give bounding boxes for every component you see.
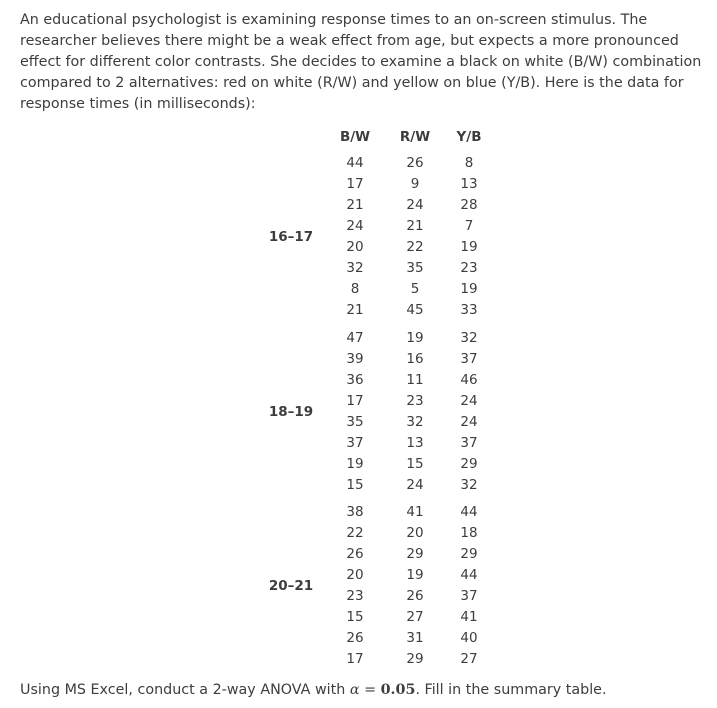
table-cell: 15 <box>346 477 364 493</box>
table-cell: 44 <box>346 155 364 171</box>
table-cell: 26 <box>406 588 424 604</box>
table-cell: 37 <box>460 351 478 367</box>
table-cell: 38 <box>346 504 364 520</box>
table-cell: 40 <box>460 630 478 646</box>
table-cell: 24 <box>406 477 424 493</box>
equals-sign: = <box>359 682 381 698</box>
table-cell: 20 <box>346 239 364 255</box>
table-cell: 19 <box>460 281 478 297</box>
table-cell: 22 <box>406 239 424 255</box>
table-cell: 32 <box>346 260 364 276</box>
table-cell: 37 <box>460 588 478 604</box>
table-cell: 32 <box>460 477 478 493</box>
table-cell: 46 <box>460 372 478 388</box>
table-cell: 27 <box>406 609 424 625</box>
table-cell: 15 <box>406 456 424 472</box>
table-cell: 28 <box>460 197 478 213</box>
table-cell: 45 <box>406 302 424 318</box>
table-cell: 26 <box>406 155 424 171</box>
table-cell: 26 <box>346 546 364 562</box>
table-cell: 23 <box>406 393 424 409</box>
instruction-prefix: Using MS Excel, conduct a 2-way ANOVA with <box>20 682 350 698</box>
alpha-value: 0.05 <box>380 682 416 698</box>
table-cell: 22 <box>346 525 364 541</box>
table-cell: 17 <box>346 393 364 409</box>
table-cell: 13 <box>460 176 478 192</box>
table-cell: 21 <box>346 302 364 318</box>
table-cell: 32 <box>460 330 478 346</box>
table-cell: 32 <box>406 414 424 430</box>
table-cell: 36 <box>346 372 364 388</box>
table-cell: 19 <box>460 239 478 255</box>
instruction-suffix: . Fill in the summary table. <box>415 682 607 698</box>
table-cell: 20 <box>406 525 424 541</box>
table-cell: 24 <box>460 414 478 430</box>
table-cell: 24 <box>346 218 364 234</box>
table-cell: 21 <box>346 197 364 213</box>
table-cell: 26 <box>346 630 364 646</box>
column-header: B/W <box>339 129 371 145</box>
table-cell: 39 <box>346 351 364 367</box>
table-cell: 5 <box>410 281 420 297</box>
table-cell: 8 <box>350 281 360 297</box>
table-cell: 19 <box>406 567 424 583</box>
column-header: Y/B <box>456 129 482 145</box>
table-cell: 29 <box>460 546 478 562</box>
table-cell: 41 <box>406 504 424 520</box>
table-cell: 37 <box>460 435 478 451</box>
age-group-label: 20–21 <box>268 577 314 594</box>
table-cell: 19 <box>406 330 424 346</box>
table-cell: 31 <box>406 630 424 646</box>
table-cell: 9 <box>410 176 420 192</box>
instruction-text <box>20 682 607 698</box>
table-cell: 13 <box>406 435 424 451</box>
table-cell: 44 <box>460 504 478 520</box>
table-cell: 29 <box>460 456 478 472</box>
table-cell: 19 <box>346 456 364 472</box>
table-cell: 23 <box>460 260 478 276</box>
table-cell: 29 <box>406 546 424 562</box>
table-cell: 29 <box>406 651 424 667</box>
table-cell: 27 <box>460 651 478 667</box>
table-cell: 23 <box>346 588 364 604</box>
table-cell: 16 <box>406 351 424 367</box>
problem-intro-text: An educational psychologist is examining response times to an on-screen stimulus. The researcher believes there might be a weak effect from age, but expects a more pronounced effect for different color contrasts. She decides to examine a black on white (B/W) combination compared to 2 alternatives: red on white (R/W) and yellow on blue (Y/B). Here is the data for response times (in milliseconds): <box>20 12 702 112</box>
alpha-symbol: α <box>349 682 360 698</box>
table-cell: 7 <box>464 218 474 234</box>
table-cell: 35 <box>406 260 424 276</box>
table-cell: 37 <box>346 435 364 451</box>
age-group-label: 18–19 <box>268 403 314 420</box>
age-group-label: 16–17 <box>268 228 314 245</box>
table-cell: 41 <box>460 609 478 625</box>
table-cell: 24 <box>460 393 478 409</box>
table-cell: 15 <box>346 609 364 625</box>
table-cell: 20 <box>346 567 364 583</box>
table-cell: 17 <box>346 651 364 667</box>
table-cell: 35 <box>346 414 364 430</box>
table-cell: 44 <box>460 567 478 583</box>
table-cell: 8 <box>464 155 474 171</box>
column-header: R/W <box>399 129 431 145</box>
table-cell: 24 <box>406 197 424 213</box>
table-cell: 33 <box>460 302 478 318</box>
table-cell: 47 <box>346 330 364 346</box>
table-cell: 11 <box>406 372 424 388</box>
table-cell: 18 <box>460 525 478 541</box>
table-cell: 17 <box>346 176 364 192</box>
table-cell: 21 <box>406 218 424 234</box>
